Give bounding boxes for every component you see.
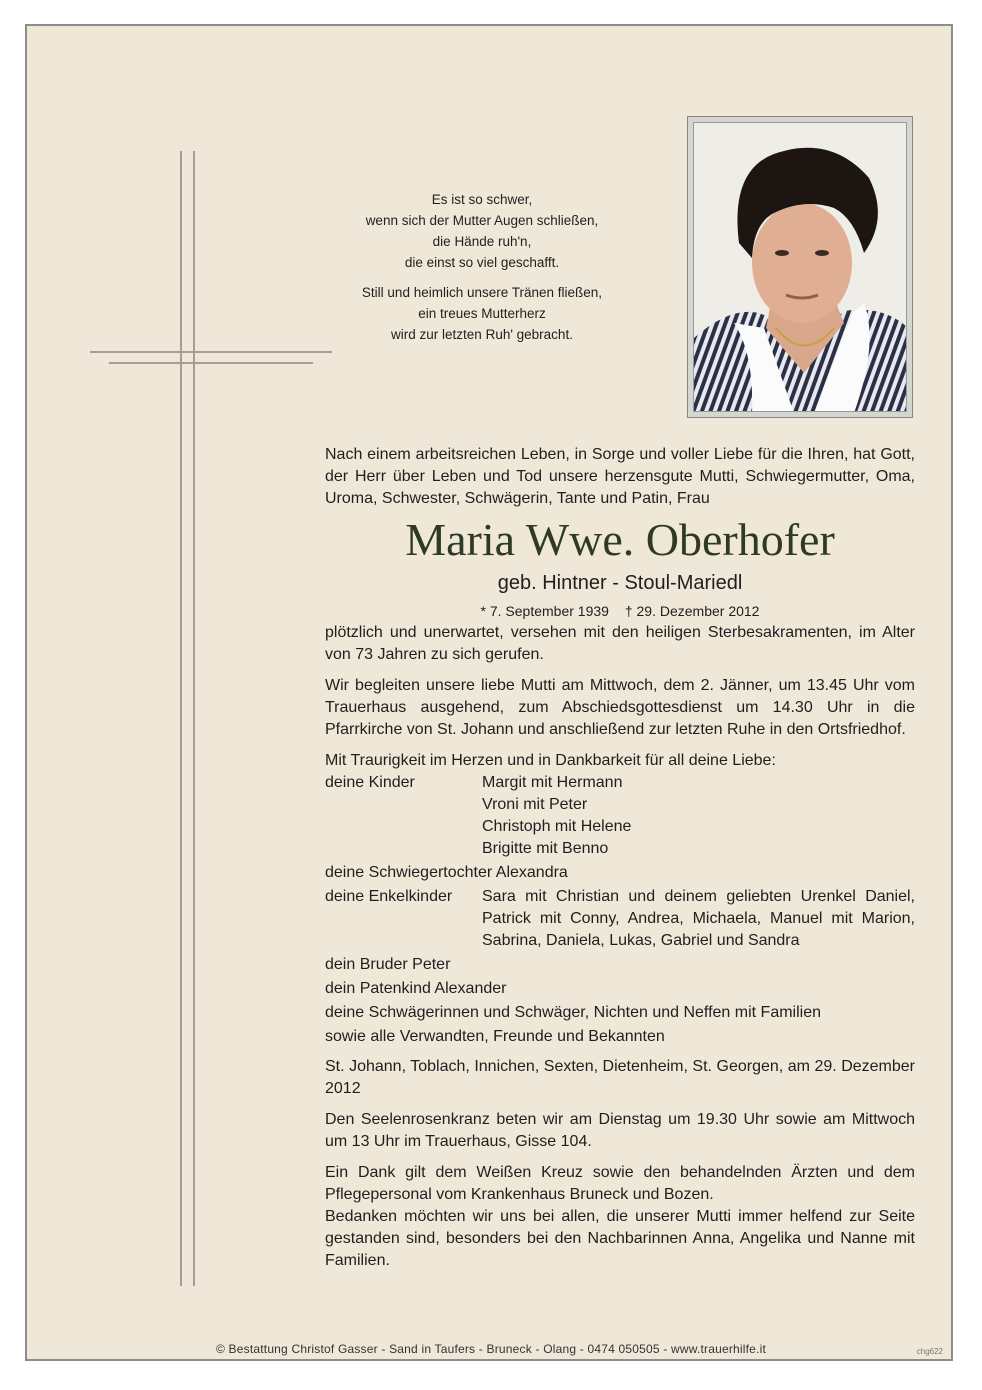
thanks-text-2: Bedanken möchten wir uns bei allen, die unserer Mutti immer helfend zur Seite gestanden sind, besonders bei den Nachbarinnen Anna, Angelika und Nanne mit Familien. [325, 1208, 915, 1269]
death-text: plötzlich und unerwartet, versehen mit den heiligen Sterbesakramenten, im Alter von 73 Jahren zu sich gerufen. [325, 624, 915, 663]
mourner-brother: dein Bruder Peter [325, 956, 451, 973]
mourner-name: Margit mit Hermann [482, 774, 623, 791]
place-date: St. Johann, Toblach, Innichen, Sexten, Dietenheim, St. Georgen, am 29. Dezember 2012 [325, 1058, 915, 1097]
deceased-name: Maria Wwe. Oberhofer [405, 514, 835, 565]
poem-line: ein treues Mutterherz [418, 306, 546, 321]
poem-line: die Hände ruh'n, [432, 234, 532, 249]
mourner-name: Vroni mit Peter [482, 796, 588, 813]
mourners-intro: Mit Traurigkeit im Herzen und in Dankbarkeit für all deine Liebe: [325, 752, 776, 769]
mourners-children [325, 772, 915, 860]
mourner-relatives: sowie alle Verwandten, Freunde und Bekannten [325, 1028, 665, 1045]
life-dates [325, 602, 915, 620]
footer-credit: © Bestattung Christof Gasser - Sand in Taufers - Bruneck - Olang - 0474 050505 - www.trauerhilfe.it [215, 1342, 766, 1356]
intro-text: Nach einem arbeitsreichen Leben, in Sorge und voller Liebe für die Ihren, hat Gott, der Herr über Leben und Tod unsere herzensgute Mutti, Schwiegermutter, Oma, Uroma, Schwester, Schwägerin, Tante und Patin, Frau [325, 446, 915, 507]
poem [327, 189, 637, 354]
birth-date: * 7. September 1939 [480, 603, 609, 619]
relation-label: deine Kinder [325, 774, 415, 791]
mourner-godchild: dein Patenkind Alexander [325, 980, 507, 997]
poem-line: wenn sich der Mutter Augen schließen, [365, 213, 599, 228]
grandchildren-names: Sara mit Christian und deinem geliebten Urenkel Daniel, Patrick mit Conny, Andrea, Michaela, Manuel mit Marion, Sabrina, Daniela, Lukas, Gabriel und Sandra [482, 888, 915, 949]
mourner-name: Christoph mit Helene [482, 818, 632, 835]
thanks-text: Ein Dank gilt dem Weißen Kreuz sowie den behandelnden Ärzten und dem Pflegepersonal vom Krankenhaus Bruneck und Bozen. [325, 1164, 915, 1203]
poem-line: Still und heimlich unsere Tränen fließen, [361, 285, 603, 300]
portrait-image [694, 123, 907, 412]
rosary-text: Den Seelenrosenkranz beten wir am Dienstag um 19.30 Uhr sowie am Mittwoch um 13 Uhr im Trauerhaus, Gisse 104. [325, 1111, 915, 1150]
obituary-card [25, 24, 953, 1361]
obituary-text [325, 444, 915, 1272]
relation-label: deine Enkelkinder [325, 888, 453, 905]
mourners-grandchildren [325, 886, 915, 952]
funeral-text: Wir begleiten unsere liebe Mutti am Mittwoch, dem 2. Jänner, um 13.45 Uhr vom Trauerhaus ausgehend, zum Abschiedsgottesdienst um 14.30 Uhr in die Pfarrkirche von St. Johann und anschließend zur letzten Ruhe in den Ortsfriedhof. [325, 677, 915, 738]
maiden-name: geb. Hintner - Stoul-Mariedl [497, 572, 743, 594]
document-code: chg622 [916, 1347, 943, 1356]
mourner-in-laws: deine Schwägerinnen und Schwäger, Nichten und Neffen mit Familien [325, 1004, 821, 1021]
portrait-photo [687, 116, 913, 418]
mourner-daughter-in-law: deine Schwiegertochter Alexandra [325, 864, 568, 881]
poem-line: die einst so viel geschafft. [404, 255, 560, 270]
death-date: † 29. Dezember 2012 [624, 603, 760, 619]
poem-line: Es ist so schwer, [431, 192, 533, 207]
poem-line: wird zur letzten Ruh' gebracht. [391, 327, 573, 342]
mourner-name: Brigitte mit Benno [482, 840, 609, 857]
